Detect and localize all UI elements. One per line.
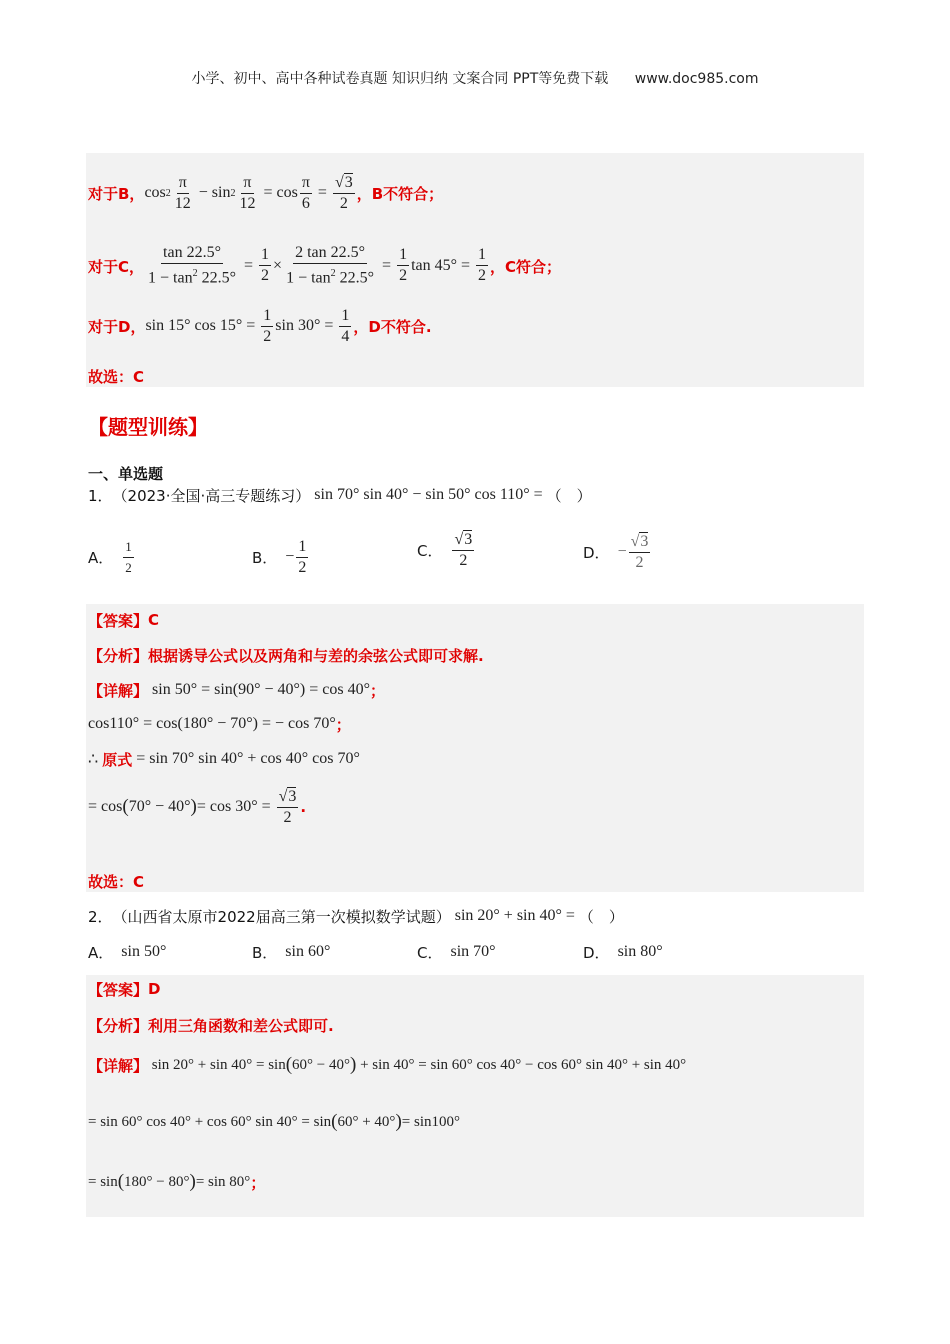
- case-c-label: 对于C，: [88, 257, 145, 276]
- q2-option-a[interactable]: A． sin 50°: [88, 943, 167, 962]
- q1-analysis-label: 【分析】: [88, 646, 149, 665]
- case-d-verdict: ，D不符合.: [353, 317, 432, 336]
- q1-analysis: [88, 643, 484, 667]
- q2-option-c[interactable]: C． sin 70°: [417, 943, 496, 962]
- top-choice-text: 故选：C: [88, 367, 145, 386]
- q2-answer-label: 【答案】: [88, 980, 149, 999]
- q1-detail-3: ∴ 原式 = sin 70° sin 40° + cos 40° cos 70°: [88, 750, 360, 769]
- q2-source: （山西省太原市2022届高三第一次模拟数学试题）: [112, 907, 451, 926]
- page-header: [0, 68, 950, 88]
- formula-b: cos 2 $\frac{\pi}{12}$ − sin 2 $\frac{\pi}{12}$ = cos $\frac{\pi}{6}$ = $\frac{√3}{2}$: [144, 173, 353, 212]
- q1-option-d[interactable]: D． − $\frac{√3}{2}$: [583, 532, 649, 571]
- q2-detail-label: 【详解】: [88, 1056, 149, 1075]
- q1-option-a[interactable]: A． $\frac{1}{2}$: [88, 538, 132, 575]
- q1-choice-text: 故选：C: [88, 872, 145, 891]
- q1-answer: [88, 608, 159, 632]
- section-subtitle: [88, 462, 163, 484]
- q1-detail-4: = cos ( 70° − 40° ) = cos 30° = $\frac{√3}{2}$ .: [88, 787, 307, 826]
- q1-detail-label: 【详解】: [88, 681, 149, 700]
- q2-detail-2: = sin 60° cos 40° + cos 60° sin 40° = sin ( 60° + 40° ) = sin100°: [88, 1111, 460, 1132]
- q1-option-c[interactable]: C． $\frac{√3}{2}$: [417, 530, 473, 569]
- q1-detail-2: cos110° = cos(180° − 70°) = − cos 70° ；: [88, 715, 351, 734]
- q2-answer-value: D: [148, 980, 161, 998]
- q2-expression: sin 20° + sin 40° =: [450, 907, 579, 924]
- header-site-link[interactable]: www.doc985.com: [634, 71, 759, 87]
- q2-answer: [88, 977, 160, 1001]
- q1-original-label: 原式: [102, 750, 133, 769]
- q2-blank: （ ）: [578, 907, 624, 926]
- q2-analysis-text: 利用三角函数和差公式即可.: [148, 1016, 334, 1035]
- q1-option-b[interactable]: B． − $\frac{1}{2}$: [252, 537, 307, 576]
- solution-line-b: [88, 155, 443, 231]
- section-title: [88, 410, 208, 440]
- top-choice: [88, 365, 144, 387]
- q1-answer-value: C: [148, 611, 160, 629]
- section-subtitle-text: 一、单选题: [88, 464, 164, 483]
- q1-source: （2023·全国·高三专题练习）: [112, 486, 311, 505]
- case-b-verdict: ，B不符合；: [356, 184, 444, 203]
- q2-option-d[interactable]: D． sin 80°: [583, 943, 663, 962]
- q1-choice: [88, 870, 144, 892]
- case-d-label: 对于D，: [88, 317, 146, 336]
- q1-blank: （ ）: [546, 486, 592, 505]
- solution-line-c: [88, 237, 561, 295]
- formula-c: $\frac{\tan 22.5^\circ}{1 - \tan^2 22.5^\circ}$ = $\frac{1}{2}$ × $\frac{2 \tan 22.5^\circ}{1 - \tan^2 22.5^\circ}$ = $\frac{1}{2}$ tan 45° = $\frac{1}{2}$: [148, 244, 487, 287]
- q1-answer-label: 【答案】: [88, 611, 149, 630]
- q1-number: 1．: [88, 486, 113, 505]
- q1-expression: sin 70° sin 40° − sin 50° cos 110° =: [310, 486, 547, 503]
- q1-detail-1: 【详解】 sin 50° = sin(90° − 40°) = cos 40° ；: [88, 681, 386, 700]
- q2-number: 2．: [88, 907, 113, 926]
- q2-detail-1: 【详解】 sin 20° + sin 40° = sin ( 60° − 40° ) + sin 40° = sin 60° cos 40° − cos 60° sin 40° + sin 40°: [88, 1054, 687, 1075]
- q2-analysis: [88, 1013, 334, 1037]
- case-c-verdict: ，C符合；: [490, 257, 562, 276]
- header-text: 小学、初中、高中各种试卷真题 知识归纳 文案合同 PPT等免费下载: [191, 71, 609, 87]
- q2-detail-3: = sin ( 180° − 80° ) = sin 80° ；: [88, 1171, 266, 1192]
- question-2: [88, 903, 624, 929]
- formula-d: sin 15° cos 15° = $\frac{1}{2}$ sin 30° = $\frac{1}{4}$: [145, 306, 350, 345]
- q1-analysis-text: 根据诱导公式以及两角和与差的余弦公式即可求解.: [148, 646, 484, 665]
- case-b-label: 对于B，: [88, 184, 145, 203]
- section-title-text: 【题型训练】: [88, 414, 208, 439]
- question-1: [88, 482, 592, 508]
- solution-line-d: [88, 302, 432, 350]
- q2-option-b[interactable]: B． sin 60°: [252, 943, 331, 962]
- q2-analysis-label: 【分析】: [88, 1016, 149, 1035]
